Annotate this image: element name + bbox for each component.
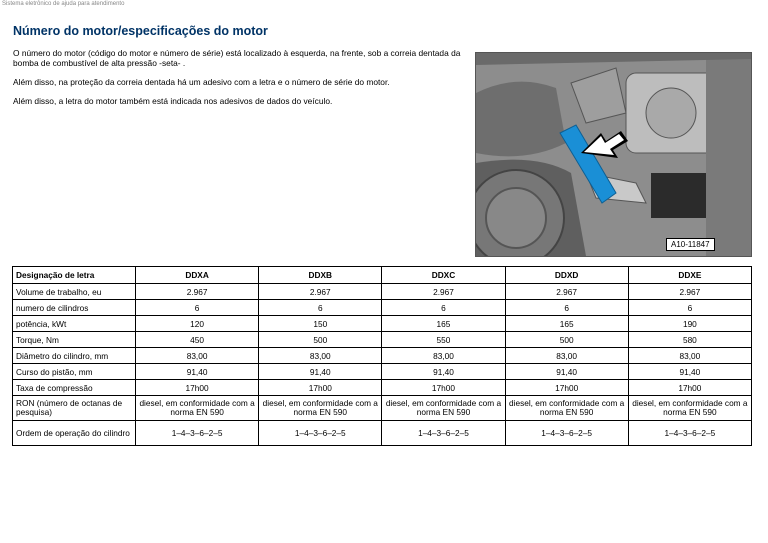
cell: 91,40 xyxy=(259,364,382,380)
cell: 91,40 xyxy=(136,364,259,380)
cell: 2.967 xyxy=(505,284,628,300)
cell: 2.967 xyxy=(136,284,259,300)
paragraph-location: O número do motor (código do motor e número de série) está localizado à esquerda, na frente, sob a correia dentada da bomba de combustível de alta pressão -seta- . xyxy=(13,48,461,68)
table-row xyxy=(13,396,752,421)
cell: 83,00 xyxy=(136,348,259,364)
row-label: Taxa de compressão xyxy=(13,380,136,396)
cell: diesel, em conformidade com a norma EN 590 xyxy=(382,396,505,421)
cell: 17h00 xyxy=(259,380,382,396)
row-label: Torque, Nm xyxy=(13,332,136,348)
cell: 6 xyxy=(136,300,259,316)
cell: 2.967 xyxy=(628,284,751,300)
row-label: Diâmetro do cilindro, mm xyxy=(13,348,136,364)
cell: 91,40 xyxy=(505,364,628,380)
cell: 1–4–3–6–2–5 xyxy=(136,421,259,446)
cell: 2.967 xyxy=(382,284,505,300)
table-row xyxy=(13,332,752,348)
header-ddxd: DDXD xyxy=(505,267,628,284)
row-label: RON (número de octanas de pesquisa) xyxy=(13,396,136,421)
row-label: numero de cilindros xyxy=(13,300,136,316)
row-label: Ordem de operação do cilindro xyxy=(13,421,136,446)
cell: 17h00 xyxy=(382,380,505,396)
header-ddxc: DDXC xyxy=(382,267,505,284)
cell: 1–4–3–6–2–5 xyxy=(259,421,382,446)
paragraph-sticker: Além disso, na proteção da correia dentada há um adesivo com a letra e o número de série do motor. xyxy=(13,77,390,87)
table-row xyxy=(13,364,752,380)
cell: 6 xyxy=(628,300,751,316)
cell: 83,00 xyxy=(628,348,751,364)
cell: 580 xyxy=(628,332,751,348)
cell: 91,40 xyxy=(382,364,505,380)
table-row xyxy=(13,348,752,364)
cell: diesel, em conformidade com a norma EN 590 xyxy=(628,396,751,421)
cell: diesel, em conformidade com a norma EN 590 xyxy=(136,396,259,421)
cell: 17h00 xyxy=(628,380,751,396)
header-ddxe: DDXE xyxy=(628,267,751,284)
cell: 150 xyxy=(259,316,382,332)
figure-label: A10-11847 xyxy=(666,238,715,251)
cell: 550 xyxy=(382,332,505,348)
cell: 17h00 xyxy=(136,380,259,396)
cell: 1–4–3–6–2–5 xyxy=(505,421,628,446)
cell: 500 xyxy=(259,332,382,348)
header-ddxb: DDXB xyxy=(259,267,382,284)
table-row xyxy=(13,421,752,446)
row-label: Curso do pistão, mm xyxy=(13,364,136,380)
table-row xyxy=(13,380,752,396)
cell: 165 xyxy=(505,316,628,332)
cell: 120 xyxy=(136,316,259,332)
system-header-text: Sistema eletrônico de ajuda para atendimento xyxy=(2,1,125,7)
row-label: Volume de trabalho, eu xyxy=(13,284,136,300)
page-title: Número do motor/especificações do motor xyxy=(13,24,268,38)
row-label: potência, kWt xyxy=(13,316,136,332)
engine-figure xyxy=(475,52,752,257)
cell: 6 xyxy=(382,300,505,316)
cell: 1–4–3–6–2–5 xyxy=(382,421,505,446)
cell: 83,00 xyxy=(259,348,382,364)
header-designation: Designação de letra xyxy=(13,267,136,284)
cell: 91,40 xyxy=(628,364,751,380)
cell: 17h00 xyxy=(505,380,628,396)
cell: 500 xyxy=(505,332,628,348)
description xyxy=(13,48,463,115)
cell: 6 xyxy=(505,300,628,316)
cell: diesel, em conformidade com a norma EN 590 xyxy=(259,396,382,421)
table-row xyxy=(13,284,752,300)
cell: 190 xyxy=(628,316,751,332)
cell: 2.967 xyxy=(259,284,382,300)
table-header-row xyxy=(13,267,752,284)
paragraph-vehicle-data: Além disso, a letra do motor também está indicada nos adesivos de dados do veículo. xyxy=(13,96,333,106)
header-ddxa: DDXA xyxy=(136,267,259,284)
cell: 83,00 xyxy=(382,348,505,364)
cell: 1–4–3–6–2–5 xyxy=(628,421,751,446)
engine-illustration xyxy=(476,53,751,256)
cell: 165 xyxy=(382,316,505,332)
cell: 6 xyxy=(259,300,382,316)
cell: 83,00 xyxy=(505,348,628,364)
engine-spec-table xyxy=(12,266,752,446)
table-row xyxy=(13,300,752,316)
table-row xyxy=(13,316,752,332)
cell: diesel, em conformidade com a norma EN 590 xyxy=(505,396,628,421)
cell: 450 xyxy=(136,332,259,348)
